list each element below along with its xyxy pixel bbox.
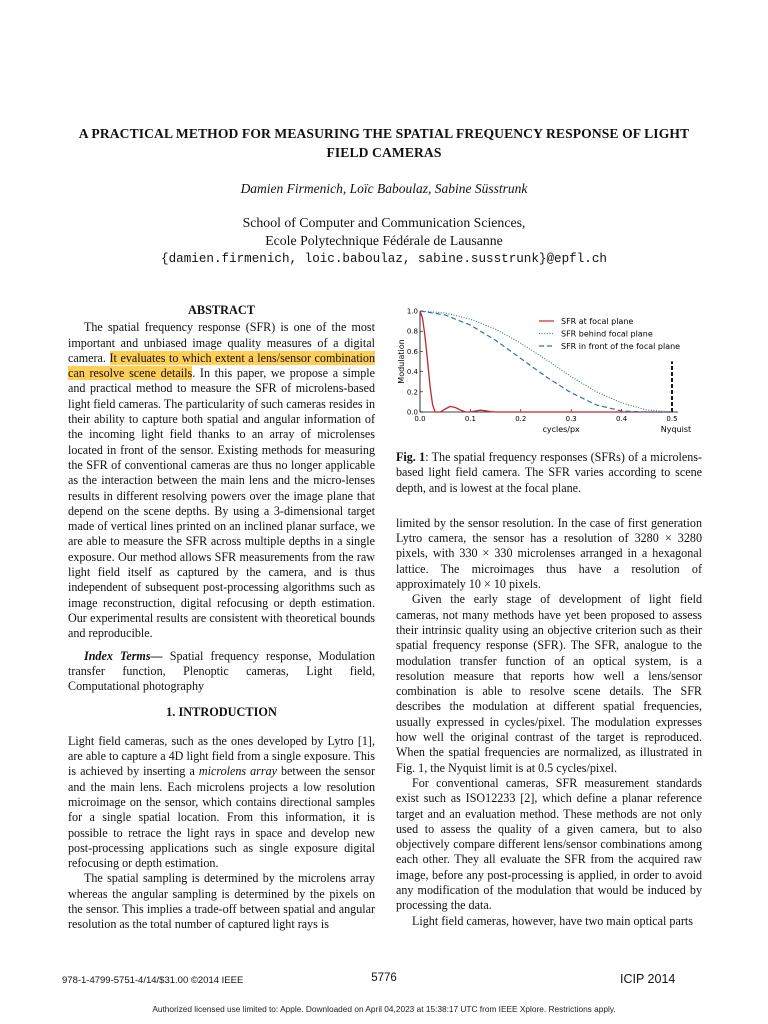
y-tick-label: 0.8 (406, 327, 418, 336)
legend-label-2: SFR behind focal plane (561, 329, 653, 339)
abstract-heading: ABSTRACT (188, 303, 255, 317)
license-notice: Authorized licensed use limited to: Apple. Downloaded on April 04,2023 at 15:38:17 UTC from IEEE Xplore. Restrictions apply. (152, 1004, 616, 1014)
abstract-highlight: It evaluates to which extent a lens/sensor combination can resolve scene details (68, 350, 376, 381)
series-line-3 (420, 311, 672, 412)
introduction-heading: 1. INTRODUCTION (166, 705, 277, 720)
x-tick-label: 0.3 (565, 415, 577, 423)
x-axis-label: cycles/px (542, 425, 580, 434)
x-tick-label: 0.2 (515, 415, 527, 423)
intro-paragraph-2: The spatial sampling is determined by the microlens array whereas the angular sampling is determined by the pixels on the sensor. This implies a trade-off between spatial and angular resolution as the total number of captured light rays is (68, 871, 375, 932)
intro-paragraph-1 (68, 734, 375, 872)
figure-1-chart (394, 300, 704, 440)
paper-title: A PRACTICAL METHOD FOR MEASURING THE SPATIAL FREQUENCY RESPONSE OF LIGHT FIELD CAMERAS (78, 126, 690, 160)
series-line-1 (420, 311, 672, 412)
left-column (68, 303, 375, 933)
figure-1-caption (396, 450, 702, 496)
right-column (396, 450, 702, 929)
right-paragraph-1: limited by the sensor resolution. In the case of first generation Lytro camera, the sensor has a resolution of 3280 × 3280 pixels, with 330 × 330 microlenses arranged in a hexagonal lattice. The microimages thus have a resolution of approximately 10 × 10 pixels. (396, 515, 702, 592)
x-tick-label: 0.4 (616, 415, 628, 423)
footer-isbn: 978-1-4799-5751-4/14/$31.00 ©2014 IEEE (62, 975, 244, 986)
x-tick-label: 0.5 (666, 415, 678, 423)
nyquist-label: Nyquist (660, 425, 692, 434)
caption-text: : The spatial frequency responses (SFRs) of a microlens-based light field camera. The SFR varies according to scene depth, and is lowest at the focal plane. (396, 450, 702, 495)
y-tick-label: 0.4 (406, 368, 418, 377)
index-terms-label: Index Terms— (84, 648, 163, 663)
y-tick-label: 0.0 (406, 408, 418, 417)
affiliation (0, 214, 768, 268)
right-paragraph-3: For conventional cameras, SFR measurement standards exist such as ISO12233 [2], which define a planar reference target and an evaluation method. These methods are not only used to assess the quality of a given camera, but to also objectively compare different lens/sensor combinations among each other. They all evaluate the SFR from the acquired raw image, before any post-processing is applied, in order to avoid any modification of the modulation that would be induced by processing the data. (396, 775, 702, 913)
abstract-text-start: The spatial frequency response (SFR) is one of the most important and unbiased image quality measures of a digital camera. (68, 320, 375, 365)
intro-p1-end: between the sensor and the main lens. Each microlens projects a low resolution microimage on the sensor, which contains directional samples for a single spatial location. From this information, it is possible to retrace the light rays in space and develop new post-processing applications such as single exposure digital refocusing or depth estimation. (68, 764, 375, 871)
y-axis-label: Modulation (397, 339, 406, 384)
footer-venue: ICIP 2014 (620, 972, 676, 986)
chart-series (420, 311, 672, 412)
right-paragraph-4: Light field cameras, however, have two main optical parts (412, 913, 693, 928)
x-tick-label: 0.0 (414, 415, 426, 423)
author-emails: {damien.firmenich, loic.baboulaz, sabine.susstrunk}@epfl.ch (161, 252, 607, 266)
legend-label-1: SFR at focal plane (561, 317, 634, 326)
abstract-paragraph (68, 320, 375, 641)
affiliation-line-2: Ecole Polytechnique Fédérale de Lausanne (265, 233, 503, 248)
caption-label: Fig. 1 (396, 450, 426, 464)
intro-p1-italic: microlens array (198, 764, 277, 779)
index-terms (68, 649, 375, 695)
y-tick-label: 0.6 (406, 347, 418, 356)
chart-axes (397, 308, 691, 435)
y-tick-label: 0.2 (406, 388, 418, 397)
intro-p1-start: Light field cameras, such as the ones developed by Lytro [1], are able to capture a 4D light field from a single exposure. This is achieved by inserting a (68, 733, 375, 779)
authors: Damien Firmenich, Loïc Baboulaz, Sabine Süsstrunk (240, 181, 528, 196)
legend-label-3: SFR in front of the focal plane (561, 342, 681, 351)
affiliation-line-1: School of Computer and Communication Sciences, (242, 215, 526, 230)
x-tick-label: 0.1 (464, 415, 476, 423)
abstract-text-end: . In this paper, we propose a simple and practical method to measure the SFR of microlens-based light field cameras. The particularity of such cameras resides in their ability to capture both spatial and angular information of the incoming light field thanks to an array of microlenses located in front of the sensor. Existing methods for measuring the SFR of conventional cameras are thus no longer applicable as the interaction between the main lens and the micro-lenses results in different resolving powers over the image plane that depend on the scene depths. By using a 3-dimensional target made of vertical lines printed on an inclined planar surface, we are able to measure the SFR across multiple depths in a single exposure. Our method allows SFR measurements from the raw light field itself as captured by the camera, and is thus independent of subsequent post-processing algorithms such as image reconstruction, digital refocusing or depth estimation. Our experimental results are consistent with theoretical bounds and reproducible. (68, 366, 375, 641)
index-terms-text: Spatial frequency response, Modulation transfer function, Plenoptic cameras, Light field, Computational photography (68, 648, 375, 694)
chart-legend (539, 317, 680, 351)
right-paragraph-2: Given the early stage of development of light field cameras, not many methods have yet been proposed to assess their intrinsic quality using an objective criterion such as their spatial frequency response (SFR). The SFR, analogue to the modulation transfer function of an optical system, is a resolution measure that reports how well a lens/sensor combination is able to resolve scene details. The SFR describes the modulation at different spatial frequencies, usually expressed in cycles/pixel. The modulation expresses how well the original contrast of the target is reproduced. When the spatial frequencies are normalized, as illustrated in Fig. 1, the Nyquist limit is at 0.5 cycles/pixel. (396, 592, 702, 775)
series-line-2 (420, 311, 672, 412)
page-number: 5776 (371, 972, 397, 984)
y-tick-label: 1.0 (406, 307, 418, 316)
